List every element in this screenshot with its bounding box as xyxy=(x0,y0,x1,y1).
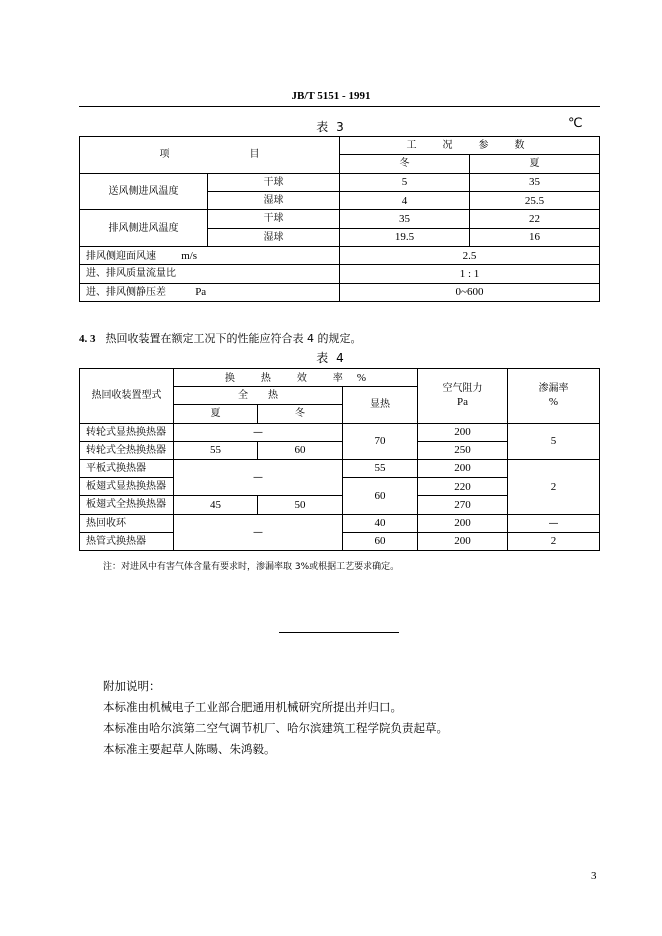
table-cell: 200 xyxy=(418,423,508,441)
table-cell: 55 xyxy=(174,441,258,459)
table-cell: 热管式换热器 xyxy=(80,532,174,550)
table-row xyxy=(80,283,600,301)
exhaust-temp-label: 排风侧进风温度 xyxy=(80,210,208,247)
mass-ratio-value: 1 : 1 xyxy=(340,265,600,283)
wet-bulb-label: 湿球 xyxy=(208,228,340,246)
appendix-line: 本标准由哈尔滨第二空气调节机厂、哈尔滨建筑工程学院负责起草。 xyxy=(103,721,448,735)
table-cell: 2 xyxy=(508,459,600,514)
clause-number: 4. 3 xyxy=(79,333,96,345)
table-cell: 转轮式显热换热器 xyxy=(80,423,174,441)
table-cell: 200 xyxy=(418,459,508,477)
table-cell: 270 xyxy=(418,496,508,514)
table3-head-winter: 冬 xyxy=(340,155,470,173)
table-cell: 转轮式全热换热器 xyxy=(80,441,174,459)
table-cell: 200 xyxy=(418,532,508,550)
table-cell: 70 xyxy=(343,423,418,459)
table-row xyxy=(80,173,600,191)
appendix-line: 本标准主要起草人陈暘、朱鸿毅。 xyxy=(103,742,276,756)
table3-caption: 表 3 xyxy=(316,120,346,134)
table-row xyxy=(80,514,600,532)
table4-head-resistance xyxy=(418,369,508,424)
table-row xyxy=(80,369,600,387)
table3-unit: ℃ xyxy=(568,116,583,131)
leakage-label: 渗漏率 xyxy=(538,383,569,395)
static-pressure-value: 0~600 xyxy=(340,283,600,301)
face-velocity-text: 排风侧迎面风速 xyxy=(86,250,156,262)
table-row xyxy=(80,246,600,264)
table-row xyxy=(80,265,600,283)
face-velocity-value: 2.5 xyxy=(340,246,600,264)
document-header: JB/T 5151 - 1991 xyxy=(291,90,371,102)
appendix-line: 本标准由机械电子工业部合肥通用机械研究所提出并归口。 xyxy=(103,700,402,714)
table4-caption: 表 4 xyxy=(316,351,346,365)
table4-head-leakage xyxy=(508,369,600,424)
static-pressure-label xyxy=(80,283,340,301)
static-pressure-unit: Pa xyxy=(195,286,207,299)
table4-head-efficiency xyxy=(174,369,418,387)
table4-head-summer: 夏 xyxy=(174,405,258,423)
table-cell: 平板式换热器 xyxy=(80,459,174,477)
table3 xyxy=(79,136,600,302)
supply-temp-label: 送风侧进风温度 xyxy=(80,173,208,210)
page-number: 3 xyxy=(591,870,597,882)
table-cell: 55 xyxy=(343,459,418,477)
mass-ratio-label: 进、排风质量流量比 xyxy=(80,265,340,283)
table-cell: 40 xyxy=(343,514,418,532)
header-rule xyxy=(79,106,600,107)
table4-head-total: 全 热 xyxy=(174,387,343,405)
table3-head-summer: 夏 xyxy=(470,155,600,173)
table4-note: 注：对进风中有害气体含量有要求时，渗漏率取 3%或根据工艺要求确定。 xyxy=(103,562,400,572)
table-cell: 60 xyxy=(343,478,418,514)
table3-head-params: 工 况 参 数 xyxy=(340,137,600,155)
table-cell: — xyxy=(174,514,343,551)
table-cell: 4 xyxy=(340,191,470,209)
face-velocity-label xyxy=(80,246,340,264)
table3-head-item: 项 目 xyxy=(80,137,340,174)
table-row xyxy=(80,459,600,477)
appendix xyxy=(103,676,448,760)
table4 xyxy=(79,368,600,551)
dry-bulb-label: 干球 xyxy=(208,173,340,191)
table-cell: 60 xyxy=(343,532,418,550)
clause-text: 热回收装置在额定工况下的性能应符合表 4 的规定。 xyxy=(105,332,362,345)
resistance-unit: Pa xyxy=(457,396,468,409)
table4-head-winter: 冬 xyxy=(258,405,343,423)
table-cell: 2 xyxy=(508,532,600,550)
table-cell: 5 xyxy=(340,173,470,191)
table-cell: 200 xyxy=(418,514,508,532)
table-cell: 板翅式显热换热器 xyxy=(80,478,174,496)
table-cell: 50 xyxy=(258,496,343,514)
table-cell: 35 xyxy=(340,210,470,228)
resistance-label: 空气阻力 xyxy=(442,383,483,395)
table-cell: 60 xyxy=(258,441,343,459)
table-cell: 220 xyxy=(418,478,508,496)
dry-bulb-label: 干球 xyxy=(208,210,340,228)
efficiency-label: 换 热 效 率 xyxy=(224,372,351,384)
table-cell: 45 xyxy=(174,496,258,514)
table4-head-type: 热回收装置型式 xyxy=(80,369,174,424)
static-pressure-text: 进、排风侧静压差 xyxy=(86,287,166,299)
table-cell: 板翅式全热换热器 xyxy=(80,496,174,514)
wet-bulb-label: 湿球 xyxy=(208,191,340,209)
table-cell: 19.5 xyxy=(340,228,470,246)
table4-head-sensible: 显热 xyxy=(343,387,418,423)
table-cell: — xyxy=(174,459,343,495)
table-cell: 35 xyxy=(470,173,600,191)
table-cell: — xyxy=(508,514,600,532)
table-cell: — xyxy=(174,423,343,441)
table-row xyxy=(80,423,600,441)
table-cell: 25.5 xyxy=(470,191,600,209)
efficiency-unit: % xyxy=(356,371,367,384)
table-cell: 5 xyxy=(508,423,600,459)
clause-4-3 xyxy=(79,330,362,346)
table-cell: 250 xyxy=(418,441,508,459)
appendix-title: 附加说明： xyxy=(103,679,161,693)
leakage-unit: % xyxy=(548,396,559,409)
table-cell: 16 xyxy=(470,228,600,246)
table-row xyxy=(80,210,600,228)
face-velocity-unit: m/s xyxy=(181,249,198,262)
table-row xyxy=(80,137,600,155)
end-rule xyxy=(279,632,399,633)
table-cell: 热回收环 xyxy=(80,514,174,532)
table-cell: 22 xyxy=(470,210,600,228)
